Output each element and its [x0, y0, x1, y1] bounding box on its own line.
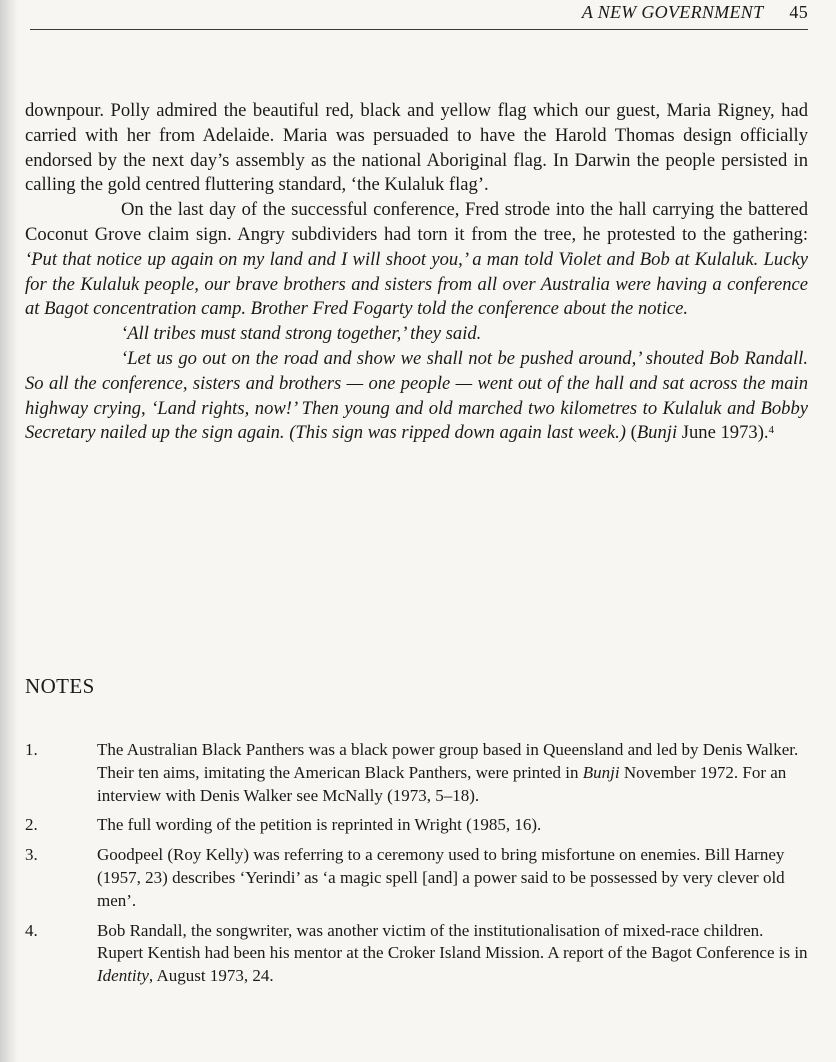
text-run: downpour. Polly admired the beautiful red, black and yellow flag which our guest, Maria Rigney, had carried with her from Adelaide. Maria was persuaded to have the Harold Thomas design officially endorsed by the next day’s assembly as the national Aboriginal flag. In Darwin the people persisted in calling the gold centred fluttering standard, ‘the Kulaluk flag’.	[25, 100, 808, 196]
italic-text-run: ‘All tribes must stand strong together,’ they said.	[121, 323, 482, 345]
footnote-ref: 4	[768, 424, 775, 437]
note-item	[25, 739, 808, 807]
page-binding-shadow	[0, 0, 18, 1062]
note-text	[97, 814, 808, 837]
paragraph	[25, 99, 808, 198]
running-head	[30, 2, 808, 26]
text-run: The Australian Black Panthers was a black power group based in Queensland and led by Denis Walker. Their ten aims, imitating the American Black Panthers, were printed in	[97, 740, 799, 782]
text-run: The full wording of the petition is reprinted in Wright (1985, 16).	[97, 815, 542, 835]
text-run: Bob Randall, the songwriter, was another victim of the institutionalisation of mixed-race children. Rupert Kentish had been his mentor at the Croker Island Mission. A report of the Bagot Conference is in	[97, 920, 808, 963]
note-number: 4.	[25, 920, 38, 940]
note-number: 1.	[25, 740, 38, 759]
note-number: 3.	[25, 845, 38, 865]
italic-text-run: Identity	[97, 966, 149, 986]
italic-text-run: ‘Let us go out on the road and show we shall not be pushed around,’ shouted Bob Randall. So all the conference, sisters and brothers — one people — went out of the hall and sat across the main highway crying, ‘Land rights, now!’ Then young and old marched two kilometres to Kulaluk and Bobby Secretary nailed up the sign again. (This sign was ripped down again last week.)	[25, 347, 808, 444]
paragraph	[25, 322, 808, 347]
text-run: On the last day of the successful conference, Fred strode into the hall carrying the battered Coconut Grove claim sign. Angry subdividers had torn it from the tree, he protested to the gathering:	[25, 199, 808, 245]
note-number: 2.	[25, 815, 38, 835]
header-rule	[30, 29, 808, 30]
text-run: Goodpeel (Roy Kelly) was referring to a ceremony used to bring misfortune on enemies. Bill Harney (1957, 23) describes ‘Yerindi’ as ‘a magic spell [and] a power said to be possessed by very clever old men’.	[97, 845, 785, 910]
text-run: , August 1973, 24.	[148, 966, 274, 986]
notes-heading: NOTES	[25, 674, 95, 698]
notes-list	[25, 739, 808, 995]
note-item	[25, 844, 808, 912]
page-number: 45	[789, 2, 808, 22]
paragraph	[25, 198, 808, 322]
text-run: (	[625, 422, 637, 444]
italic-text-run: ‘Put that notice up again on my land and I will shoot you,’ a man told Violet and Bob at Kulaluk. Lucky for the Kulaluk people, our brave brothers and sisters from all over Australia were having a conference at Bagot concentration camp. Brother Fred Fogarty told the conference about the notice.	[25, 248, 808, 320]
body-text	[25, 99, 808, 446]
note-text	[97, 844, 808, 912]
italic-text-run: Bunji	[582, 762, 620, 782]
note-text	[97, 739, 808, 807]
paragraph	[25, 347, 808, 446]
note-text	[97, 920, 808, 988]
text-run: June 1973).	[677, 422, 769, 444]
italic-text-run: Bunji	[636, 422, 678, 444]
chapter-title: A NEW GOVERNMENT	[581, 2, 764, 22]
note-item	[25, 814, 808, 837]
note-item	[25, 920, 808, 988]
text-run: November 1972. For an interview with Denis Walker see McNally (1973, 5–18).	[97, 762, 787, 805]
